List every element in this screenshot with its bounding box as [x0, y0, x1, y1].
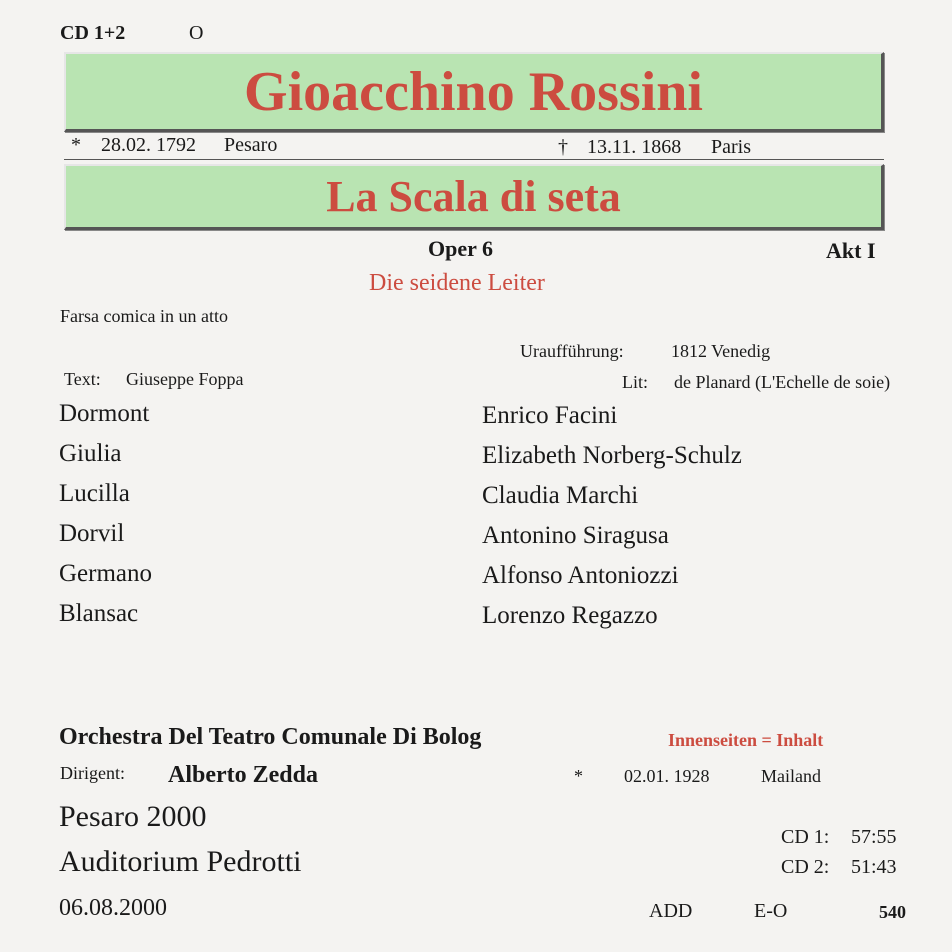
catalog-code: E-O	[754, 900, 788, 922]
duration-cd1-time: 57:55	[851, 826, 897, 848]
act: Akt I	[826, 238, 876, 263]
contents-note: Innenseiten = Inhalt	[668, 730, 824, 750]
text-value: Giuseppe Foppa	[126, 369, 244, 389]
duration-cd2-label: CD 2:	[781, 856, 830, 878]
duration-cd2-time: 51:43	[851, 856, 897, 878]
singer-name: Elizabeth Norberg-Schulz	[482, 442, 742, 469]
conductor-birth-place: Mailand	[761, 766, 821, 786]
divider	[64, 159, 884, 160]
birth-place: Pesaro	[224, 134, 278, 156]
role-name: Blansac	[59, 600, 139, 627]
singer-name: Claudia Marchi	[482, 482, 639, 509]
role-name: Lucilla	[59, 480, 130, 507]
singer-list	[482, 402, 742, 642]
recording-type: ADD	[649, 900, 693, 922]
work-title: La Scala di seta	[326, 172, 621, 221]
performance-date: 06.08.2000	[59, 895, 167, 921]
lit-value: de Planard (L'Echelle de soie)	[674, 372, 891, 392]
performance-location: Pesaro 2000	[59, 800, 207, 833]
composer-name-banner	[64, 52, 884, 132]
cd-label: CD 1+2	[60, 22, 126, 44]
singer-name: Lorenzo Regazzo	[482, 602, 658, 629]
singer-name: Alfonso Antoniozzi	[482, 562, 679, 589]
death-symbol: †	[558, 136, 568, 158]
conductor-birth-date: 02.01. 1928	[624, 766, 710, 786]
birth-date: 28.02. 1792	[101, 134, 196, 156]
death-date: 13.11. 1868	[587, 136, 682, 158]
venue: Auditorium Pedrotti	[59, 845, 302, 878]
conductor-label: Dirigent:	[60, 763, 125, 783]
german-title: Die seidene Leiter	[369, 270, 545, 296]
conductor-birth-symbol: *	[574, 766, 583, 786]
role-list	[59, 400, 152, 640]
role-name: Giulia	[59, 440, 122, 467]
genre: Farsa comica in un atto	[60, 306, 228, 326]
orchestra: Orchestra Del Teatro Comunale Di Bolog	[59, 724, 482, 750]
role-name: Dormont	[59, 400, 150, 427]
opus: Oper 6	[428, 236, 493, 261]
premiere-label: Uraufführung:	[520, 341, 624, 361]
singer-name: Antonino Siragusa	[482, 522, 669, 549]
catalog-number: 540	[879, 902, 906, 922]
work-title-banner	[64, 164, 884, 230]
composer-name: Gioacchino Rossini	[244, 61, 703, 123]
premiere-value: 1812 Venedig	[671, 341, 771, 361]
role-name: Dorvil	[59, 520, 125, 547]
conductor-name: Alberto Zedda	[168, 762, 318, 788]
singer-name: Enrico Facini	[482, 402, 618, 429]
role-name: Germano	[59, 560, 153, 587]
marker: O	[189, 22, 204, 44]
birth-symbol: *	[71, 134, 81, 156]
text-label: Text:	[64, 369, 101, 389]
death-place: Paris	[711, 136, 751, 158]
duration-cd1-label: CD 1:	[781, 826, 830, 848]
lit-label: Lit:	[622, 372, 648, 392]
